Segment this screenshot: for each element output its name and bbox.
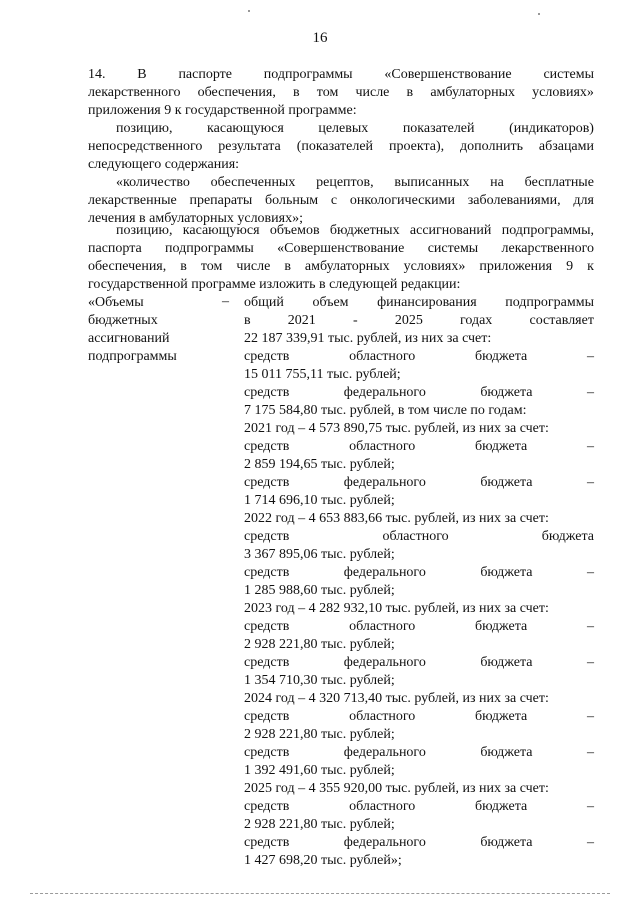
amount-line: 1 392 491,60 тыс. рублей; [244, 763, 395, 778]
word: лекарственного [501, 241, 594, 256]
word: средств [244, 745, 290, 760]
word: – [586, 619, 594, 634]
word: средств [244, 655, 290, 670]
word: бюджета [480, 655, 533, 670]
word: бюджетных [329, 223, 400, 238]
word: приложения [479, 259, 553, 274]
budget-values-column [244, 294, 594, 870]
word: условиях» [532, 85, 594, 100]
amount-line: 1 285 988,60 тыс. рублей; [244, 583, 395, 598]
word: федерального [343, 565, 426, 580]
word: абзацами [538, 139, 594, 154]
word: общий [244, 295, 284, 310]
word: условиях» [403, 259, 466, 274]
bottom-scan-edge [30, 893, 610, 894]
amount-line: 2 928 221,80 тыс. рублей; [244, 637, 395, 652]
justified-line [244, 798, 594, 816]
word: в [406, 85, 414, 100]
justified-line [244, 834, 594, 852]
text-line: государственной программе изложить в следующей редакции: [88, 277, 461, 292]
word: – [586, 349, 594, 364]
justified-line [244, 474, 594, 492]
word: федерального [343, 385, 426, 400]
word: средств [244, 439, 290, 454]
word: подпрограммы [263, 67, 353, 82]
word: финансирования [377, 295, 477, 310]
word: препараты [189, 193, 253, 208]
justified-line [88, 240, 594, 258]
word: позицию, [116, 121, 173, 136]
word: областного [349, 799, 416, 814]
justified-line [88, 120, 594, 138]
word: средств [244, 565, 290, 580]
word: выписанных [394, 175, 470, 190]
word: – [586, 799, 594, 814]
justified-line [244, 438, 594, 456]
word: (показателей [296, 139, 374, 154]
label-line: подпрограммы [88, 349, 177, 364]
justified-line [88, 66, 594, 84]
text-line: приложения 9 к государственной программе: [88, 103, 357, 118]
label-line: бюджетных [88, 313, 158, 328]
word: в [293, 85, 300, 100]
justified-line [88, 138, 594, 156]
justified-line [244, 654, 594, 672]
page-number: 16 [312, 30, 328, 46]
word: в [284, 259, 291, 274]
paragraph-target-indicators [88, 120, 594, 174]
word: системы [427, 241, 479, 256]
word: 2021 [287, 313, 316, 328]
word: областного [349, 439, 416, 454]
word: ассигнований [409, 223, 492, 238]
word: – [587, 385, 594, 400]
word: лекарственные [88, 193, 177, 208]
word: касающуюся [182, 223, 260, 238]
justified-line [244, 528, 594, 546]
word: обеспеченных [210, 175, 296, 190]
word: подпрограммы [165, 241, 254, 256]
word: (индикаторов) [509, 121, 594, 136]
word: бюджета [541, 529, 594, 544]
word: – [586, 709, 594, 724]
word: для [573, 193, 594, 208]
word: амбулаторных [304, 259, 390, 274]
word: бюджета [475, 709, 528, 724]
word: проекта), [388, 139, 445, 154]
word: объемов [269, 223, 320, 238]
word: результата [218, 139, 281, 154]
word: непосредственного [88, 139, 203, 154]
word: в [180, 259, 187, 274]
word: – [587, 475, 594, 490]
word: федерального [343, 655, 426, 670]
word: бюджета [475, 439, 528, 454]
justified-line [88, 192, 594, 210]
word: – [587, 745, 594, 760]
word: бюджета [480, 565, 533, 580]
justified-line [244, 294, 594, 312]
word: бюджета [480, 745, 533, 760]
word: средств [244, 385, 290, 400]
justified-line [88, 258, 594, 276]
word: бесплатные [524, 175, 594, 190]
word: «количество [116, 175, 190, 190]
word: «Совершенствование [277, 241, 405, 256]
justified-line [244, 618, 594, 636]
year-2021-line: 2021 год – 4 573 890,75 тыс. рублей, из них за счет: [244, 421, 549, 436]
paragraph-budget-volumes [88, 222, 594, 294]
amount-line: 2 928 221,80 тыс. рублей; [244, 727, 395, 742]
text-line: следующего содержания: [88, 157, 240, 172]
word: подпрограммы, [501, 223, 594, 238]
word: системы [543, 67, 594, 82]
justified-line [244, 384, 594, 402]
word: показателей [402, 121, 475, 136]
year-2025-line: 2025 год – 4 355 920,00 тыс. рублей, из них за счет: [244, 781, 549, 796]
word: том [316, 85, 339, 100]
word: – [587, 565, 594, 580]
word: бюджета [480, 835, 533, 850]
amount-line: 1 427 698,20 тыс. рублей»; [244, 853, 402, 868]
word: 14. [88, 67, 106, 82]
paragraph-prescriptions-count [88, 174, 594, 228]
word: паспорте [178, 67, 232, 82]
text-line: лечения в амбулаторных условиях»; [88, 211, 303, 226]
word: позицию, [116, 223, 173, 238]
word: обеспечения, [88, 259, 167, 274]
year-2024-line: 2024 год – 4 320 713,40 тыс. рублей, из них за счет: [244, 691, 549, 706]
amount-line: 1 354 710,30 тыс. рублей; [244, 673, 395, 688]
word: - [352, 313, 358, 328]
word: с [330, 193, 338, 208]
justified-line [244, 744, 594, 762]
word: на [490, 175, 504, 190]
word: средств [244, 835, 290, 850]
word: средств [244, 799, 290, 814]
amount-line: 7 175 584,80 тыс. рублей, в том числе по годам: [244, 403, 527, 418]
word: средств [244, 349, 290, 364]
scan-speck [538, 13, 540, 15]
label-line: «Объемы [88, 295, 144, 310]
word: бюджета [480, 385, 533, 400]
word: объем [312, 295, 349, 310]
year-2023-line: 2023 год – 4 282 932,10 тыс. рублей, из них за счет: [244, 601, 549, 616]
word: средств [244, 475, 290, 490]
word: к [587, 259, 594, 274]
word: больным [265, 193, 319, 208]
word: В [137, 67, 147, 82]
justified-line [244, 348, 594, 366]
word: рецептов, [316, 175, 374, 190]
total-amount: 22 187 339,91 тыс. рублей, из них за счет: [244, 331, 492, 346]
word: федерального [343, 745, 426, 760]
amount-line: 3 367 895,06 тыс. рублей; [244, 547, 395, 562]
justified-line [244, 708, 594, 726]
word: заболеваниями, [467, 193, 561, 208]
justified-line [88, 222, 594, 240]
word: числе [236, 259, 271, 274]
budget-label-column [88, 294, 228, 366]
word: касающуюся [207, 121, 284, 136]
word: областного [349, 619, 416, 634]
justified-line [88, 174, 594, 192]
word: годах [459, 313, 493, 328]
word: целевых [318, 121, 369, 136]
word: бюджета [480, 475, 533, 490]
word: дополнить [460, 139, 523, 154]
word: лекарственного [88, 85, 181, 100]
justified-line [244, 312, 594, 330]
word: – [587, 835, 594, 850]
word: 9 [566, 259, 574, 274]
word: областного [349, 709, 416, 724]
word: 2025 [394, 313, 423, 328]
word: средств [244, 529, 290, 544]
word: бюджета [475, 349, 528, 364]
word: числе [355, 85, 390, 100]
word: областного [382, 529, 449, 544]
scan-speck [248, 10, 250, 12]
word: федерального [343, 475, 426, 490]
word: том [200, 259, 223, 274]
label-line: ассигнований [88, 331, 170, 346]
justified-line [244, 564, 594, 582]
amount-line: 15 011 755,11 тыс. рублей; [244, 367, 401, 382]
word: бюджета [475, 799, 528, 814]
word: обеспечения, [197, 85, 276, 100]
word: паспорта [88, 241, 142, 256]
amount-line: 2 859 194,65 тыс. рублей; [244, 457, 395, 472]
word: – [587, 655, 594, 670]
amount-line: 1 714 696,10 тыс. рублей; [244, 493, 395, 508]
word: в [244, 313, 251, 328]
label-dash: – [222, 294, 229, 309]
word: федерального [343, 835, 426, 850]
word: амбулаторных [430, 85, 516, 100]
word: бюджета [475, 619, 528, 634]
paragraph-14 [88, 66, 594, 120]
word: онкологическими [349, 193, 455, 208]
amount-line: 2 928 221,80 тыс. рублей; [244, 817, 395, 832]
word: средств [244, 619, 290, 634]
word: – [586, 439, 594, 454]
word: средств [244, 709, 290, 724]
word: составляет [529, 313, 594, 328]
justified-line [88, 84, 594, 102]
word: «Совершенствование [384, 67, 512, 82]
year-2022-line: 2022 год – 4 653 883,66 тыс. рублей, из них за счет: [244, 511, 549, 526]
word: областного [349, 349, 416, 364]
word: подпрограммы [505, 295, 594, 310]
